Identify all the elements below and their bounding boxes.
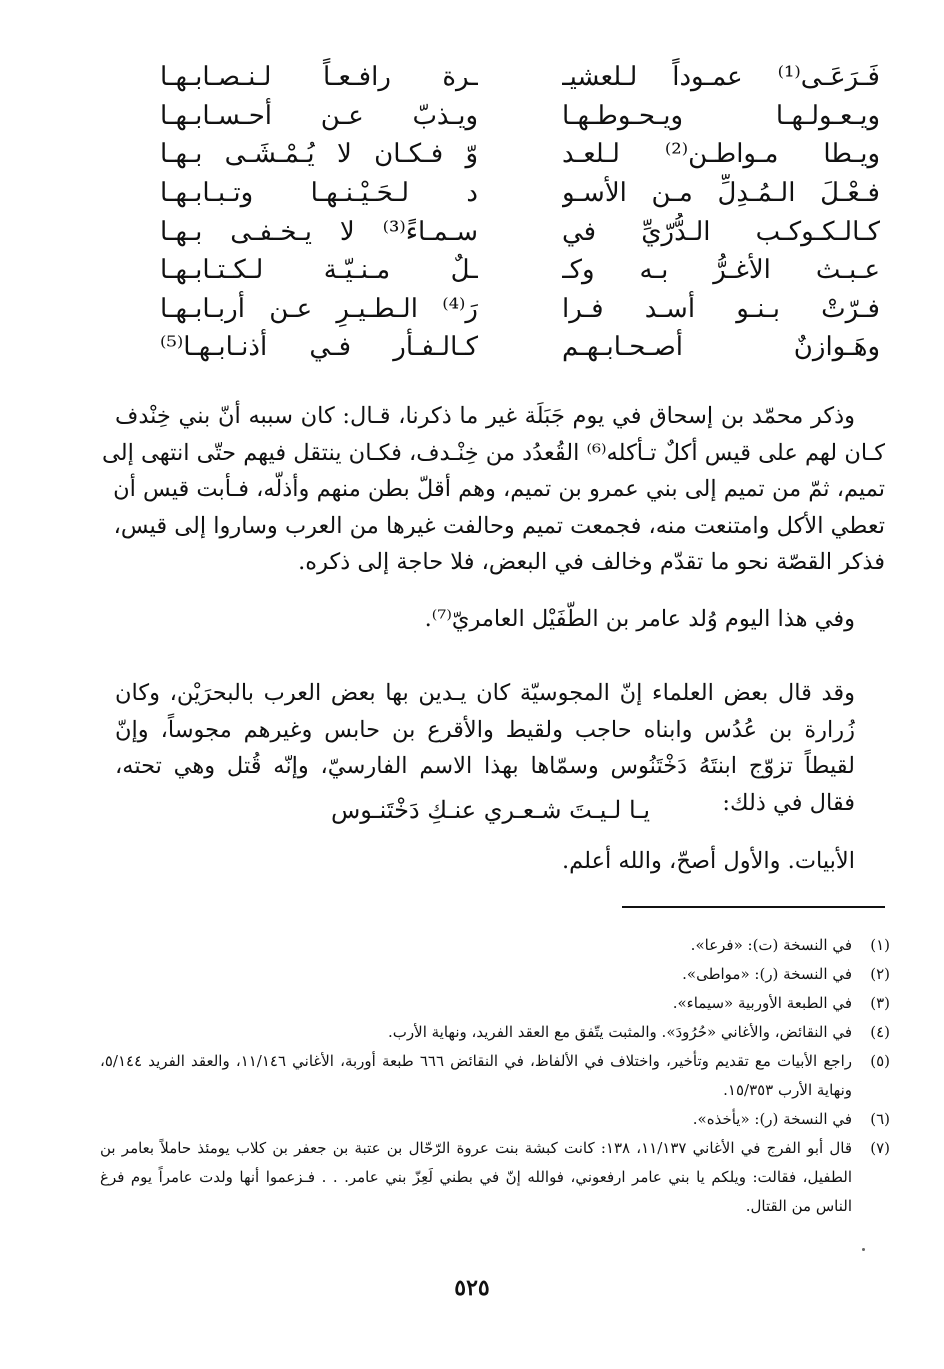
paragraph-line: وذكر محمّد بن إسحاق في يوم جَبَلَة غير ما ذكرنا، قـال: كان سببه أنّ بني خِنْدف [115, 403, 855, 429]
paragraph-text: وقد قال بعض العلماء إنّ المجوسيّة كان يـدين بها بعض العرب بالبحرَيْن، وكان زُرارة بن عُدُس وابناه حاجب ولقيط والأقرع بن حابس وغيرهم مجوساً، وإنّ لقيطاً تزوّج ابنتَهُ دَخْتَنُوس وسمّاها بهذا الاسم الفارسيّ، وإنّه قُتل وهي تحته، فقال في ذلك: [115, 680, 855, 816]
footnote-number: (٣) [870, 994, 890, 1012]
footnote-number: (٢) [870, 965, 890, 983]
poem-first-hemistich: ويـطا مـواطـن⁽²⁾ لـلعـد [562, 139, 880, 170]
poem-first-hemistich: فـرّتْ بـنـو أسـد فـرا [562, 293, 880, 324]
poem-second-hemistich: ـلٌ مـنـيّـة لـكـتـابـهـا [160, 255, 478, 286]
footnote-divider [622, 906, 885, 908]
footnotes [100, 931, 890, 1221]
paragraph-line: فذكر القصّة نحو ما تقدّم وخالف في البعض، فلا حاجة إلى ذكره. [298, 549, 885, 575]
poem-first-hemistich: فـعْـلَ الـمُـدِلِّ مـن الأسـو [562, 178, 880, 209]
footnote [100, 960, 890, 989]
footnote-number: (٤) [870, 1023, 890, 1041]
poem-line [160, 290, 880, 329]
footnote-text: قال أبو الفرج في الأغاني ١١/١٣٧، ١٣٨: كانت كبشة بنت عروة الرّحّال بن عتبة بن جعفر بن كلاب يومئذ حاملاً بعامر بن الطفيل، فقالت: ويلكم يا بني عامر ارفعوني، فوالله إنّ في بطني لَعِزّ بني عامر. . . فـزعموا أنها ولدت عامراً يوم فرغ الناس من القتال. [100, 1139, 853, 1215]
footnote-number: (٥) [870, 1052, 890, 1070]
footnote-number: (١) [870, 936, 890, 954]
poem-line [160, 174, 880, 213]
footnote-text: راجع الأبيات مع تقديم وتأخير، واختلاف في الألفاظ، في النقائض ٦٦٦ طبعة أوربة، الأغاني ١١/١٤٦، والعقد الفريد ٥/١٤٤، ونهاية الأرب ١٥/٣٥٣. [100, 1052, 852, 1099]
footnote-number: (٧) [870, 1139, 890, 1157]
poem-line [160, 58, 880, 97]
poem-first-hemistich: كـالـكـوكـب الـدُّرّيِّ في [562, 216, 880, 247]
poem-second-hemistich: ويـذبّ عـن أحـسـابـهـا [160, 100, 478, 131]
poem-second-hemistich: كـالـفـأر فـي أذنـابـهـا⁽⁵⁾ [160, 332, 478, 363]
paragraph-line: تميم، ثمّ من تميم إلى بني عمرو بن تميم، وهم أقلّ بطن منهم وأذلّه، فـأبت قيس أن [113, 476, 885, 502]
paragraph-jabala [102, 398, 885, 581]
footnote [100, 1134, 890, 1221]
footnote [100, 1018, 890, 1047]
poem-first-hemistich: وهَـوازنٌ أصـحـابـهـم [562, 332, 880, 363]
poem-second-hemistich: د لـحَـيْـنـهـا وتـبـابـهـا [160, 178, 478, 209]
poem-first-hemistich: ويـعـولـهـا ويـحـوطـهـا [562, 100, 880, 131]
poem-second-hemistich: ـرة رافـعـاً لـنـصـابـهـا [160, 62, 478, 93]
quoted-verse: يـا لـيـتَ شـعـري عنـكِ دَخْتَنـوس [330, 796, 650, 824]
poem-line [160, 328, 880, 367]
footnote-text: في النسخة (ر): «يأخذه». [692, 1110, 852, 1128]
footnote-text: في النسخة (ر): «مواطى». [682, 965, 852, 983]
footnote [100, 989, 890, 1018]
paragraph-conclusion [115, 843, 885, 880]
footnote-number: (٦) [870, 1110, 890, 1128]
footnote-text: في النسخة (ت): «فرعا». [690, 936, 852, 954]
poem-line [160, 97, 880, 136]
footnote [100, 1105, 890, 1134]
poem-first-hemistich: فَـرَعَـى⁽¹⁾ عمـوداً لـلعشيـ [562, 62, 880, 93]
page-number: ٥٢٥ [454, 1275, 490, 1301]
footnote [100, 1047, 890, 1105]
footnote-text: في النقائض، والأغاني «حُرُودَ». والمثبت يتّفق مع العقد الفريد، ونهاية الأرب. [388, 1023, 852, 1041]
poem-line [160, 251, 880, 290]
paragraph-line: كـان لهم على قيس أكلٌ تـأكله⁽⁶⁾ القُعدُد من خِنْـدف، فكـان ينتقل فيهم حتّى انتهى إلى [102, 439, 885, 466]
paragraph-text: وفي هذا اليوم وُلد عامر بن الطّفَيْل العامريّ⁽⁷⁾. [424, 606, 855, 632]
poem-line [160, 212, 880, 251]
poem-second-hemistich: رَ⁽⁴⁾ الـطـيـرِ عـن أربـابـهـا [160, 293, 478, 324]
footnote [100, 931, 890, 960]
paragraph-line: تعطي الأكل وامتنعت منه، فجمعت تميم وحالفت غيرها من العرب وساروا إلى قيس، [113, 512, 885, 539]
poem-second-hemistich: سـمـاءً⁽³⁾ لا يـخـفـى بـهـا [160, 216, 478, 247]
paragraph-text: الأبيات. والأول أصحّ، والله أعلم. [562, 848, 855, 874]
poem-second-hemistich: وّ فـكـان لا يُـمْـشَـى بـهـا [160, 139, 478, 170]
paragraph-birth [115, 601, 885, 638]
poem-block [160, 58, 880, 367]
scan-speck [862, 1248, 865, 1251]
poem-first-hemistich: عـبـث الأغـرُّ بـه وكـ [562, 255, 880, 286]
footnote-text: في الطبعة الأوربية «سيماء». [672, 994, 852, 1012]
poem-line [160, 135, 880, 174]
